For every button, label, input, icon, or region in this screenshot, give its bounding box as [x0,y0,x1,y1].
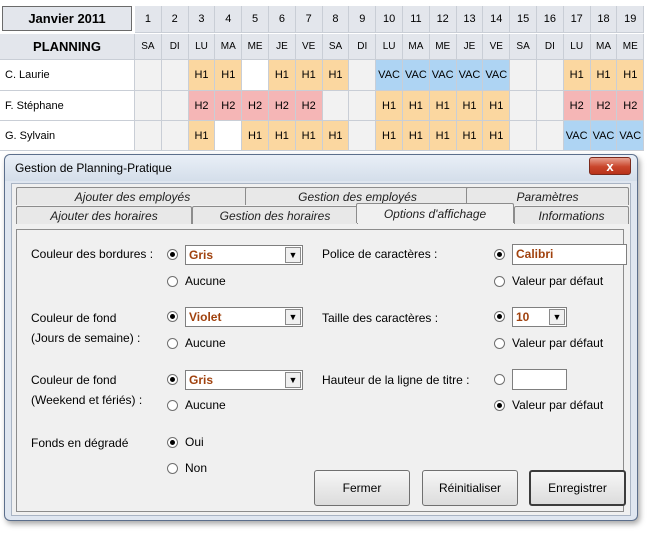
gradient-label: Fonds en dégradé [31,436,129,450]
dialog-title: Gestion de Planning-Pratique [15,161,172,175]
day-name[interactable]: MA [215,34,242,60]
schedule-cell[interactable] [162,91,189,121]
font-label: Police de caractères : [322,247,438,261]
font-value: Calibri [516,247,554,261]
day-name[interactable]: DI [349,34,376,60]
bg-weekend-sublabel: (Weekend et fériés) : [31,393,143,407]
day-name[interactable]: SA [135,34,162,60]
bg-week-none-label: Aucune [185,336,226,350]
schedule-cell[interactable]: H1 [376,91,403,121]
schedule-cell[interactable]: H1 [591,60,618,91]
title-row-height-label: Hauteur de la ligne de titre : [322,373,470,387]
tab-add-employees[interactable]: Ajouter des employés [16,187,249,205]
day-number[interactable]: 9 [349,6,376,33]
tab-parameters[interactable]: Paramètres [466,187,629,205]
close-button[interactable] [589,157,631,175]
bg-weekend-none-radio[interactable] [167,400,178,411]
day-number[interactable]: 13 [457,6,484,33]
bg-weekend-radio[interactable] [167,374,178,385]
schedule-cell[interactable]: VAC [430,60,457,91]
schedule-cell[interactable]: H2 [242,91,269,121]
title-row-height-radio[interactable] [494,374,505,385]
borders-color-radio[interactable] [167,249,178,260]
gradient-no-label: Non [185,461,208,475]
font-size-radio[interactable] [494,311,505,322]
font-default-radio[interactable] [494,276,505,287]
schedule-cell[interactable]: H2 [617,91,644,121]
schedule-cell[interactable] [510,121,537,151]
schedule-cell[interactable] [135,121,162,151]
day-number[interactable]: 12 [430,6,457,33]
schedule-cell[interactable] [537,60,564,91]
schedule-cell[interactable] [135,60,162,91]
schedule-cell[interactable]: H2 [296,91,323,121]
chevron-down-icon[interactable]: ▼ [285,309,301,325]
chevron-down-icon[interactable]: ▼ [285,247,301,263]
schedule-cell[interactable]: H1 [189,60,216,91]
schedule-cell[interactable] [162,121,189,151]
bg-week-none-radio[interactable] [167,338,178,349]
planning-label: PLANNING [0,34,135,60]
schedule-cell[interactable]: H1 [323,60,350,91]
borders-none-label: Aucune [185,274,226,288]
day-number[interactable]: 14 [483,6,510,33]
day-number[interactable]: 7 [296,6,323,33]
schedule-cell[interactable]: H1 [296,60,323,91]
schedule-cell[interactable]: H1 [269,60,296,91]
font-radio[interactable] [494,249,505,260]
day-number[interactable]: 1 [135,6,162,33]
schedule-cell[interactable] [215,121,242,151]
day-number[interactable]: 15 [510,6,537,33]
employee-name[interactable]: F. Stéphane [0,91,135,121]
schedule-cell[interactable]: H1 [215,60,242,91]
borders-none-radio[interactable] [167,276,178,287]
schedule-cell[interactable]: VAC [483,60,510,91]
tab-display-options[interactable]: Options d'affichage [356,203,514,223]
font-input[interactable] [512,244,627,265]
save-button[interactable]: Enregistrer [529,470,626,506]
font-size-value: 10 [516,310,530,324]
schedule-cell[interactable] [349,121,376,151]
chevron-down-icon[interactable]: ▼ [549,309,565,325]
day-number[interactable]: 8 [323,6,350,33]
font-default-label: Valeur par défaut [512,274,604,288]
gradient-yes-label: Oui [185,435,204,449]
bg-week-value: Violet [189,310,222,324]
schedule-cell[interactable]: H1 [323,121,350,151]
employee-name[interactable]: G. Sylvain [0,121,135,151]
schedule-cell[interactable] [242,60,269,91]
chevron-down-icon[interactable]: ▼ [285,372,301,388]
schedule-cell[interactable]: VAC [376,60,403,91]
schedule-cell[interactable]: H1 [242,121,269,151]
day-name[interactable]: DI [537,34,564,60]
schedule-cell[interactable]: H1 [457,121,484,151]
tab-add-schedules[interactable]: Ajouter des horaires [16,206,192,224]
day-number[interactable]: 18 [591,6,618,33]
schedule-cell[interactable] [135,91,162,121]
title-row-default-label: Valeur par défaut [512,398,604,412]
day-name[interactable]: SA [323,34,350,60]
schedule-cell[interactable] [349,60,376,91]
bg-weekend-value: Gris [189,373,214,387]
schedule-cell[interactable]: H1 [403,91,430,121]
schedule-cell[interactable] [162,60,189,91]
tab-manage-schedules[interactable]: Gestion des horaires [192,206,358,224]
day-name[interactable]: ME [242,34,269,60]
schedule-cell[interactable]: H1 [296,121,323,151]
font-size-label: Taille des caractères : [322,311,439,325]
day-name[interactable]: MA [591,34,618,60]
schedule-cell[interactable] [349,91,376,121]
employee-name[interactable]: C. Laurie [0,60,135,91]
schedule-cell[interactable]: H2 [189,91,216,121]
day-number[interactable]: 2 [162,6,189,33]
day-number[interactable]: 17 [564,6,591,33]
font-size-default-radio[interactable] [494,338,505,349]
day-number[interactable]: 3 [189,6,216,33]
schedule-cell[interactable]: H2 [215,91,242,121]
schedule-cell[interactable]: H1 [376,121,403,151]
day-number[interactable]: 5 [242,6,269,33]
schedule-cell[interactable]: H1 [564,60,591,91]
borders-color-value: Gris [189,248,214,262]
planning-dialog [4,154,638,521]
title-row-height-input[interactable] [512,369,567,390]
day-number[interactable]: 11 [403,6,430,33]
day-name[interactable]: JE [269,34,296,60]
gradient-no-radio[interactable] [167,463,178,474]
font-size-default-label: Valeur par défaut [512,336,604,350]
schedule-cell[interactable]: H1 [430,91,457,121]
day-number[interactable]: 19 [617,6,644,33]
dialog-titlebar[interactable] [5,155,637,181]
tab-information[interactable]: Informations [514,206,629,224]
schedule-cell[interactable] [537,91,564,121]
tab-manage-employees[interactable]: Gestion des employés [245,187,470,205]
gradient-yes-radio[interactable] [167,437,178,448]
day-number[interactable]: 4 [215,6,242,33]
bg-weekend-label: Couleur de fond [31,373,117,387]
day-number[interactable]: 10 [376,6,403,33]
schedule-cell[interactable]: VAC [591,121,618,151]
day-number[interactable]: 6 [269,6,296,33]
day-name[interactable]: ME [617,34,644,60]
bg-week-radio[interactable] [167,311,178,322]
close-icon: x [606,158,614,174]
schedule-cell[interactable]: H2 [564,91,591,121]
schedule-cell[interactable] [510,91,537,121]
day-name[interactable]: VE [483,34,510,60]
schedule-cell[interactable]: H1 [483,121,510,151]
day-name[interactable]: JE [457,34,484,60]
month-title[interactable]: Janvier 2011 [2,6,132,31]
dialog-client [11,183,631,516]
schedule-cell[interactable] [510,60,537,91]
day-name[interactable]: ME [430,34,457,60]
schedule-cell[interactable]: VAC [564,121,591,151]
borders-color-select[interactable] [185,245,303,265]
close-dialog-button[interactable]: Fermer [314,470,410,506]
schedule-cell[interactable]: H1 [189,121,216,151]
day-name[interactable]: MA [403,34,430,60]
schedule-cell[interactable]: H2 [591,91,618,121]
reset-button[interactable]: Réinitialiser [422,470,518,506]
day-name[interactable]: LU [564,34,591,60]
bg-weekend-none-label: Aucune [185,398,226,412]
schedule-cell[interactable]: H1 [457,91,484,121]
schedule-cell[interactable]: H1 [269,121,296,151]
day-name[interactable]: LU [376,34,403,60]
schedule-cell[interactable]: H1 [617,60,644,91]
schedule-cell[interactable]: H2 [269,91,296,121]
day-name[interactable]: VE [296,34,323,60]
bg-week-label: Couleur de fond [31,311,117,325]
day-name[interactable]: SA [510,34,537,60]
bg-weekend-select[interactable] [185,370,303,390]
font-size-select[interactable] [512,307,567,327]
borders-color-label: Couleur des bordures : [31,247,154,261]
day-name[interactable]: LU [189,34,216,60]
day-name[interactable]: DI [162,34,189,60]
schedule-cell[interactable]: VAC [403,60,430,91]
schedule-cell[interactable]: H1 [430,121,457,151]
bg-week-sublabel: (Jours de semaine) : [31,331,141,345]
schedule-cell[interactable]: VAC [457,60,484,91]
schedule-cell[interactable]: H1 [483,91,510,121]
schedule-cell[interactable]: H1 [403,121,430,151]
schedule-cell[interactable] [537,121,564,151]
day-number[interactable]: 16 [537,6,564,33]
bg-week-select[interactable] [185,307,303,327]
schedule-cell[interactable] [323,91,350,121]
schedule-cell[interactable]: VAC [617,121,644,151]
title-row-default-radio[interactable] [494,400,505,411]
